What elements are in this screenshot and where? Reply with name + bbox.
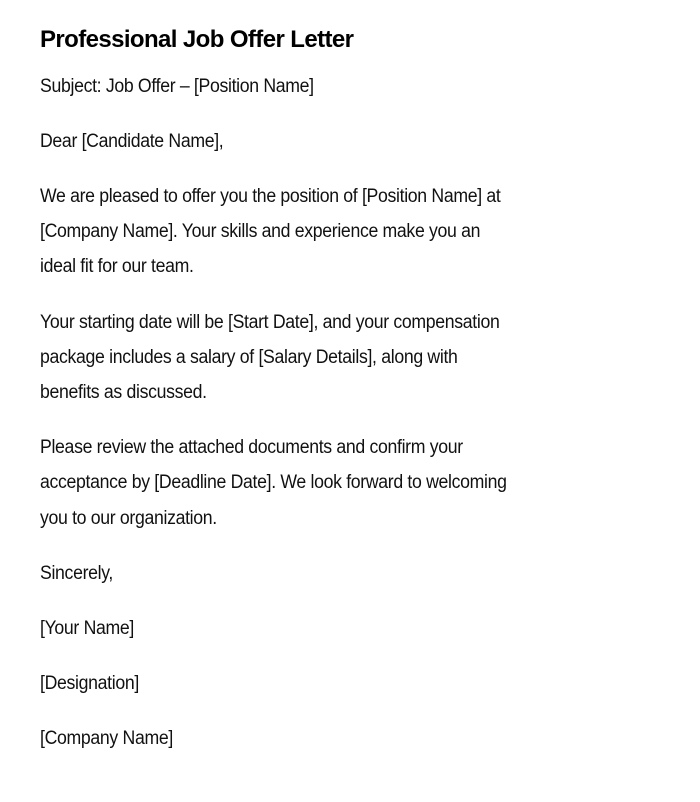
paragraph-line: Your starting date will be [Start Date], and your compensation [40,312,500,333]
salutation: Dear [Candidate Name], [40,131,224,152]
subject-line: Subject: Job Offer – [Position Name] [40,76,314,97]
paragraph-line: package includes a salary of [Salary Details], along with [40,347,458,368]
paragraph-line: [Company Name]. Your skills and experience make you an [40,221,481,242]
closing: Sincerely, [40,563,114,584]
page-title: Professional Job Offer Letter [40,26,354,53]
signature-name: [Your Name] [40,618,134,639]
signature-company: [Company Name] [40,728,173,749]
paragraph-line: you to our organization. [40,508,217,529]
paragraph-line: benefits as discussed. [40,382,207,403]
paragraph-line: We are pleased to offer you the position of [Position Name] at [40,186,501,207]
signature-designation: [Designation] [40,673,139,694]
paragraph-line: Please review the attached documents and confirm your [40,437,463,458]
paragraph-line: acceptance by [Deadline Date]. We look forward to welcoming [40,472,507,493]
paragraph-line: ideal fit for our team. [40,256,194,277]
